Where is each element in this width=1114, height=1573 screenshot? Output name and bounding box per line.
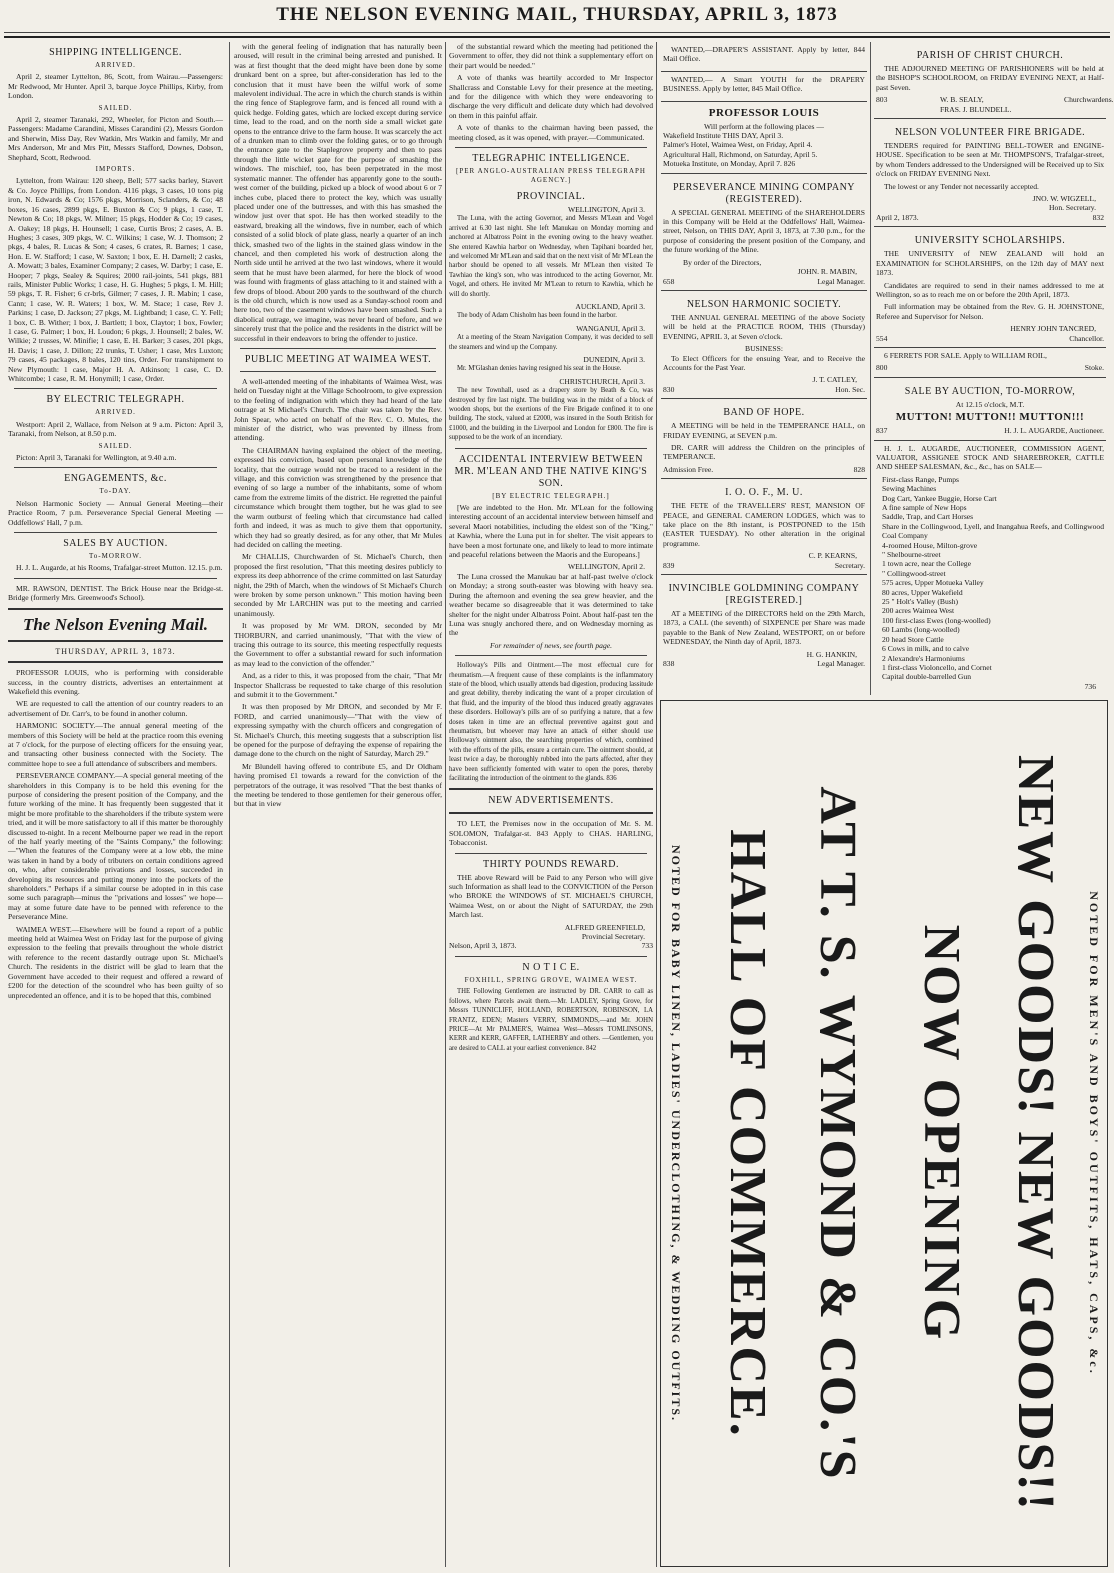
invincible-role: Legal Manager.: [817, 659, 865, 669]
hope-heading: BAND OF HOPE.: [723, 407, 805, 419]
augarde-item: 4-roomed House, Milton-grove: [882, 540, 978, 550]
perseverance-number: 658: [663, 276, 675, 286]
accident-sub: [BY ELECTRIC TELEGRAPH.]: [492, 491, 610, 500]
harmonic-number: 830: [663, 384, 675, 394]
paragraph-perseverance: PERSEVERANCE COMPANY.—A special general meeting of the shareholders in this Company is to be held this evening for the purpose of considering the present position of the Company, and the future working of the mine. It has frequently been suggested that it might be more profitable to the shareholders if the tribute system were tried, and it will be more satisfactory to all if this matter be thoroughly discussed to-night. In a recent Melbourne paper we read in the report of the half yearly meeting of the "Saints Company," the following:—"When the features of the Company were at a low ebb, the mine was taken in hand by a body of tributers on certain conditions agreed on, who, after considerable privations and losses, succeeded in developing its resources and putting money into the pockets of the shareholders." Perhaps if a similar course be adopted in in this case some such paragraph—minus the "privations and losses" we hope—may at some future date have to be penned with reference to the Perseverance Mine.: [8, 771, 223, 922]
fire-role: Hon. Secretary.: [1049, 203, 1096, 213]
university-ad: [874, 227, 1106, 348]
augarde-item: 25 " Holt's Valley (Bush): [882, 597, 959, 607]
sale-ad: [874, 378, 1106, 441]
parish-number: 803: [876, 95, 888, 105]
fire-signature: JNO. W. WIGZELL,: [1032, 194, 1096, 204]
perseverance-order: By order of the Directors,: [683, 257, 762, 267]
perseverance-footer: [663, 277, 865, 286]
column-5: [874, 42, 1114, 692]
fire-heading: NELSON VOLUNTEER FIRE BRIGADE.: [894, 127, 1086, 139]
paragraph-outrage: with the general feeling of indignation that has naturally been aroused, will result in the criminal being arrested and punished. It was at first thought that the deed might have been done by some drunkard bent on a spree, but after-consideration has led to the conclusion that it must have been the wilful work of some malevolent individual. The acre in which the church stands is within the ring fence of Staplegrove farm, and is fenced all round with a quick hedge. Folding gates, which are locked except during service time, lead to the road, and on the north side a small wicket gate opens to the entrance drive to the farm house. It was scarcely the act of a drunken man to climb over the folding gates, or to go through the entrance gate to the Staplegrove property and then to pass through the little wicket gate for the purpose of smashing the windows. The mischief, too, has been perpetrated in the most systematic manner. The offender has apparently gone to the south-west corner of the building, picked up a block of wood about 6 or 7 inches cube, placed there to protect the key, which was usually placed under one of the buttresses, and with this has smashed the window just over that spot. He has then worked steadily to the eastward, breaking all the windows, five in number, each of which consisted of a solid block of plate glass, nearly a quarter of an inch thick, smashed two of the lights in the stained glass window in the chancel, and then completed his work of destruction along the North side until he arrived at the two last windows, where it would seem that he must have been alarmed, for here the block of wood was found with fragments of glass attaching to it and stained with a few drops of blood. About 200 yards to the southward of the church is the old church, which is now used as a Sunday-school room and here too, two of the casement windows have been smashed. Such a diabolical outrage, we imagine, was never heard of before, and we sincerely trust that the police and the residents in the district will be successful in their endeavors to bring the offender to justice.: [234, 42, 442, 343]
wanted-ad-2: [661, 72, 867, 102]
tolet-ad: TO LET, the Premises now in the occupation of Mr. S. M. SOLOMON, Trafalgar-st. 843 Apply to CHAS. HARLING, Tobacconist.: [449, 819, 653, 848]
news-dunedin: Mr. M'Glashan denies having resigned his seat in the House.: [457, 365, 622, 373]
harmonic-business-label: BUSINESS:: [745, 344, 783, 354]
paragraph-blundell: Mr Blundell having offered to contribute £5, and Dr Oldham having promised £1 towards a reward for the conviction of the perpetrators of the outrage, it was resolved "That the best thanks of the meeting be tendered to those gentlemen for their generous offer, but that in view: [234, 761, 442, 809]
augarde-item: 1 first-class Violoncello, and Cornet: [882, 662, 992, 672]
divider: [8, 661, 223, 663]
divider: [455, 655, 647, 656]
uni-number: 554: [876, 333, 888, 343]
news-auckland: The body of Adam Chisholm has been found in the harbor.: [457, 312, 617, 320]
divider: [8, 640, 223, 642]
divider: [14, 532, 217, 533]
notice-heading: N O T I C E.: [522, 961, 580, 973]
invincible-signature: H. G. HANKIN,: [806, 649, 857, 659]
hope-admission: Admission Free.: [663, 464, 714, 474]
reward-text: THE above Reward will be Paid to any Person who will give such Information as shall lead to the CONVICTION of the Person who BROKE the WINDOWS of ST. MICHAEL'S CHURCH, Waimea West, on or about the Night of SATURDAY, the 29th March last.: [449, 872, 653, 920]
paragraph-subscription: It was then proposed by Mr DRON, and seconded by Mr F. FORD, and carried unanimously—"That with the view of expressing sympathy with the church officers and congregation of St. Michael's Church, this meeting suggests that a subscription list be opened for the purpose of defraying the expense of repairing the damage done to the church on the night of Saturday, March 29.": [234, 702, 442, 759]
parish-text: THE ADJOURNED MEETING OF PARISHIONERS will be held at the BISHOP'S SCHOOLROOM, on FRIDAY EVENING NEXT, at Half-past Seven.: [876, 64, 1104, 92]
divider: [240, 348, 436, 349]
reward-signature: ALFRED GREENFIELD,: [564, 922, 645, 932]
uni-footer: [876, 334, 1104, 343]
paragraph-chairman-thanks: A vote of thanks to the chairman having been passed, the meeting closed, as it was opened, with prayer.—Communicated.: [449, 123, 653, 142]
perseverance-role: Legal Manager.: [817, 276, 865, 286]
perseverance-ad: [661, 174, 867, 291]
dateline-wellington-2: WELLINGTON, April 2.: [567, 562, 645, 572]
paragraph-waimea-west: WAIMEA WEST.—Elsewhere will be found a report of a public meeting held at Waimea West on Friday last for the purpose of giving expression to the feeling that prevails throughout the whole district with reference to the recent dastardly outrage upon St. Michael's Church. The residents in the district will be glad to learn that the Government have acceded to their request and offered a reward of £200 for the detection of the scoundrel who has been guilty of so unprecedented an offence, and it is to be hoped that this, combined: [8, 924, 223, 1000]
sailed-text: April 2, steamer Taranaki, 292, Wheeler, for Picton and South.—Passengers: Madame Carandini, Misses Carandini (2), Messrs Gordon and Sherwin, Miss Day, Rev Watkin, Mrs Watkin and family, Mr and Mrs Anderson, Mr and Mrs Pitt, Messrs Stafford, Downes, Dobson, Shephard, Scott, Redwood.: [8, 115, 223, 162]
sailed-label: SAILED.: [98, 103, 133, 112]
invincible-footer: [663, 659, 865, 668]
ioof-number: 839: [663, 560, 675, 570]
wanted-1-text: WANTED,—DRAPER'S ASSISTANT. Apply by letter, 844 Mail Office.: [663, 45, 865, 64]
ioof-ad: [661, 479, 867, 575]
telegraph-sailed-label: SAILED.: [98, 441, 133, 450]
invincible-text: AT a MEETING of the DIRECTORS held on the 29th March, 1873, a CALL (the seventh) of SIXPENCE per Share was made payable to the Bank of New Zealand, WESTPORT, on or before WEDNESDAY, the Ninth day of April, 1873.: [663, 609, 865, 647]
band-of-hope-ad: [661, 399, 867, 479]
augarde-item: 575 acres, Upper Motueka Valley: [882, 578, 984, 588]
augarde-item: 20 head Store Cattle: [882, 634, 944, 644]
louis-intro: Will perform at the following places —: [704, 121, 824, 131]
column-4: [661, 42, 867, 692]
sale-number: 837: [876, 426, 888, 436]
ioof-role: Secretary.: [834, 560, 865, 570]
new-ads-heading: NEW ADVERTISEMENTS.: [488, 795, 614, 807]
foxhill-text: THE Following Gentlemen are instructed by DR. CARR to call as follows, where Parcels await them.—Mr. LADLEY, Spring Grove, for Messrs TUNNICLIFF, HOLLAND, ROBERTSON, ROBINSON, LA FRANTZ, EDEN; Masters VERRY, SIMMONDS,—and Mr. JOHN PRICE—At Mr PALMER'S, Waimea West—Messrs TOMLINSONS, KERR and KERR, GAFFER, LATHERBY and others. —Gentlemen, you are desired to CALL at your earliest convenience. 842: [449, 988, 653, 1052]
hope-number: 828: [853, 464, 865, 474]
ferrets-number: 800: [876, 363, 888, 373]
arrived-label: ARRIVED.: [95, 61, 136, 69]
parish-signatures: [940, 95, 1012, 114]
augarde-item: Dog Cart, Yankee Buggie, Horse Cart: [882, 493, 997, 503]
column-rule: [229, 42, 230, 1567]
divider: [8, 608, 223, 610]
sale-heading: SALE BY AUCTION, TO-MORROW,: [904, 385, 1076, 397]
fire-date: April 2, 1873.: [876, 212, 919, 222]
remainder-note: For remainder of news, see fourth page.: [489, 640, 613, 650]
column-1: [8, 42, 223, 1567]
hope-footer: [663, 465, 865, 474]
column-rule: [656, 42, 657, 1567]
augarde-item: " Shelbourne-street: [882, 550, 941, 560]
dateline-dunedin: DUNEDIN, April 3.: [583, 354, 645, 364]
sale-footer: [876, 426, 1104, 435]
sale-time: At 12.15 o'clock, M.T.: [955, 399, 1025, 409]
harmonic-business-text: To Elect Officers for the ensuing Year, and to Receive the Accounts for the Past Year.: [663, 353, 865, 372]
column-rule: [870, 42, 871, 695]
perseverance-heading: PERSEVERANCE MINING COMPANY (REGISTERED).: [672, 181, 856, 205]
rawson-ad: MR. RAWSON, DENTIST. The Brick House near the Bridge-st. Bridge (formerly Mrs. Greenwood's School).: [8, 583, 223, 603]
accident-heading: ACCIDENTAL INTERVIEW BETWEEN MR. M'LEAN AND THE NATIVE KING'S SON.: [454, 453, 648, 489]
augarde-item: A fine sample of New Hops: [882, 503, 967, 512]
harmonic-role: Hon. Sec.: [835, 384, 865, 394]
provincial-heading: PROVINCIAL.: [516, 190, 586, 202]
dateline: THURSDAY, APRIL 3, 1873.: [55, 646, 176, 656]
paragraph-harmonic: HARMONIC SOCIETY.—The annual general meeting of the members of this Society will be held at the practice room this evening at 7 o'clock, for the purpose of electing officers for the ensuing year, and transacting other business connected with the Society. The committee hope to see a full attendance of subscribers and members.: [8, 721, 223, 768]
accident-intro: [We are indebted to the Hon. Mr. M'Lean for the following interesting account of an accidental interview between himself and several Maori notabilities, including the eldest son of the "King," at Kawhia, where the Luna put in for shelter. The visit appears to have been a most fortunate one, and likely to lead to more intimate and peaceful relations between the Maoris and the Europeans.]: [449, 503, 653, 560]
dateline-auckland: AUCKLAND, April 3.: [575, 301, 645, 311]
perseverance-signature: JOHN. R. MABIN,: [797, 267, 857, 277]
dateline-christchurch: CHRISTCHURCH, April 3.: [559, 376, 645, 386]
augarde-item: Share in the Collingwood, Lyell, and Inangahua Reefs, and Collingwood Coal Company: [882, 521, 1104, 541]
dateline-wanganui: WANGANUI, April 3.: [576, 323, 645, 333]
augarde-number: 736: [1084, 681, 1096, 691]
harmonic-signature: J. T. CATLEY,: [812, 375, 857, 385]
fire-number: 832: [1092, 212, 1104, 222]
augarde-item: 80 acres, Upper Wakefield: [882, 587, 963, 597]
reward-date: Nelson, April 3, 1873.: [449, 941, 517, 951]
arrived-text: April 2, steamer Lyttelton, 86, Scott, from Wairau.—Passengers: Mr Redwood, Mr Hunter. April 3, barque Joyce Phillips, Kirby, from London.: [8, 72, 223, 101]
fire-brigade-ad: [874, 119, 1106, 227]
augarde-item: 2 Alexandre's Harmoniums: [882, 653, 965, 663]
parish-sig-1: W. B. SEALY,: [939, 95, 984, 105]
perseverance-text: A SPECIAL GENERAL MEETING of the SHAREHOLDERS in this Company will be Held at the Oddfellows' Hall, Waimea-street, Nelson, on THIS DAY, April 3, 1873, at 7.30 p.m., for the purpose of considering the present position of the Company, and the future working of the Mine.: [663, 207, 865, 255]
fire-footer: [876, 213, 1104, 222]
accident-body: The Luna crossed the Manukau bar at half-past twelve o'clock on Monday; a strong south-easter was blowing with heavy sea. During the afternoon and evening the sea grew heavier, and the weather became so disagreeable that it was determined to take shelter for the night under Albatross Point. About half-past ten the Luna was snugly anchored there, and on Wednesday morning as the: [449, 571, 653, 638]
imports-label: IMPORTS.: [95, 165, 136, 174]
louis-heading: PROFESSOR LOUIS: [708, 106, 820, 119]
column-3: [449, 42, 653, 1567]
reward-role: Provincial Secretary.: [581, 932, 645, 942]
public-meeting-heading: PUBLIC MEETING AT WAIMEA WEST.: [244, 354, 432, 365]
paragraph-dron: It was proposed by Mr WM. DRON, seconded by Mr THORBURN, and carried unanimously, "That with the view of tracing this outrage to its source, this meeting respectfully requests the Government to offer a substantial reward for such information as may lead to the conviction of the offender.": [234, 621, 442, 668]
uni-text-3: Full information may be obtained from the Rev. G. H. JOHNSTONE, Referee and Supervisor for Nelson.: [876, 302, 1104, 321]
divider: [455, 853, 647, 854]
hope-text: A MEETING will be held in the TEMPERANCE HALL, on FRIDAY EVENING, at SEVEN p.m.: [663, 421, 865, 440]
uni-role: Chancellor.: [1069, 333, 1104, 343]
harmonic-text: THE ANNUAL GENERAL MEETING of the above Society will be held at the PRACTICE ROOM, THIS (Thursday) EVENING, APRIL 3, at Seven o'clock.: [663, 312, 865, 341]
paragraph-louis: PROFESSOR LOUIS, who is performing with considerable success, in the country districts, advertises an entertainment at Wakefield this evening.: [8, 668, 223, 696]
ioof-heading: I. O. O. F., M. U.: [725, 487, 803, 499]
wymond-line-1: NOTED FOR MEN'S AND BOYS' OUTFITS, HATS, CAPS, &c.: [1087, 891, 1101, 1376]
divider: [455, 147, 647, 148]
sales-tomorrow: To-MORROW.: [88, 552, 142, 561]
parish-heading: PARISH OF CHRIST CHURCH.: [916, 50, 1064, 61]
augarde-item: 1 town acre, near the College: [882, 559, 971, 569]
louis-line: Palmer's Hotel, Waimea West, on Friday, April 4.: [663, 140, 813, 150]
wymond-line-4: AT T. S. WYMOND & CO.'S: [809, 786, 866, 1481]
sale-mutton: MUTTON! MUTTON!! MUTTON!!!: [895, 411, 1085, 424]
paper-title: The Nelson Evening Mail.: [22, 614, 209, 634]
paragraph-meeting: A well-attended meeting of the inhabitants of Waimea West, was held on Tuesday night at the Village Schoolroom, to give expression to the feeling of indignation with which they had heard of the late outrage at St Michael's Church. The chair was taken by the Rev. John Spear, who acted on behalf of the Rev. C. O. Mules, the minister of the district, who was prevented by illness from attending.: [234, 377, 442, 443]
ioof-footer: [663, 561, 865, 570]
harmonic-heading: NELSON HARMONIC SOCIETY.: [686, 298, 842, 310]
reward-heading: THIRTY POUNDS REWARD.: [483, 858, 619, 870]
divider: [14, 578, 217, 579]
telegraph-sailed-text: Picton: April 3, Taranaki for Wellington, at 9.40 a.m.: [16, 453, 177, 463]
divider: [449, 812, 653, 814]
augarde-ad: [874, 441, 1106, 695]
augarde-item: Capital double-barrelled Gun: [882, 672, 971, 682]
uni-text-2: Candidates are required to send in their names addressed to me at Wellington, so as to reach me on or before the 20th April, 1873.: [876, 280, 1104, 299]
paragraph-carr: WE are requested to call the attention of our country readers to an advertisement of Dr. Carr's, to be found in another column.: [8, 699, 223, 718]
parish-footer: [876, 95, 1114, 114]
uni-heading: UNIVERSITY SCHOLARSHIPS.: [914, 235, 1066, 247]
sales-heading: SALES BY AUCTION.: [63, 538, 168, 550]
ferrets-place: Stoke.: [1084, 363, 1104, 373]
parish-sig-2: FRAS. J. BLUNDELL.: [939, 104, 1012, 114]
uni-text: THE UNIVERSITY of NEW ZEALAND will hold an EXAMINATION for SCHOLARSHIPS, on the 12th day of MAY next 1873.: [876, 249, 1104, 278]
wanted-ad-1: [661, 42, 867, 72]
column-rule: [445, 42, 446, 1567]
imports-text: Lyttelton, from Wairau: 120 sheep, Bell; 577 sacks barley, Stavert & Co. Joyce Phillips, from London. 4116 pkgs, 3 cases, 10 tons pig iron, N. Edwards & Co; 1576 pkgs, Morrison, Sclanders, & Co; 48 boxes, 16 cases, 2899 pkgs, E. Buxton & Co; 9 pkgs, 1 case, T. Newton & Co; 18 pkgs, W. Milner; 15 pkgs, Hodder & Co; 19 cases, A. Oakey; 18 pkgs, H. Hounsell; 1 case, Curtis Bros; 2 cases, A. B. Hughes; 3 cases, 309 pkgs, W. C. Wilkins; 1 case, W. J. Thomson; 2 pkgs, 4 bales, R. Lucas & Son; 4 cases, 6 crates, R. Barnes; 1 case, Hon. E. W. Stafford; 1 case, W. Saxton; 1 box, E. H. Darnell; 2 casks, A. Mowatt; 3 bales, Examiner Company; 2 cases, W. Darby; 1 case, E. Hooper; 7 pkgs, Sealey & Squires; 2000 rail-joints, 541 pkgs, 881 rails, Minister Public Works; 1 case, H. G. Hughes; 5 pkgs, I. M. Hill; 59 pkgs, T. R. Fisher; 6 cr-brls, Gilmer; 7 cases, J. R. Mabin; 1 case, Cann; 1 case, W. R. Waters; 1 box, W. M. Stace; 1 case, Rev J. Parkins; 1 case, D. Jackson; 27 pkgs, M. Lightband; 1 case, C. Y. Fell; 1 box, C. B. Wither; 1 box, J. Bartlett; 1 box, Claytor; 1 box, Fowler; 1 case, G. Palmer; 1 box, H. Loudon; 6 pkgs, J. Hounsell; 2 bales, W. Wilkie; 2 trusses, W. Minifie; 1 case, E. H. Barker; 3 cases, 201 pkgs, H. Davis; 1 case, J. Dillon; 22 trunks, T. Usher; 1 case, Mrs Luxton; 79 cases, 45 packages, 8 bales, 120 tins, Order. For transhipment to New Plymouth: 1 case, Major H. A. Atkinson; 1 case, C. D. Whitcombe; 1 case, R. M. Honymill; 1 case, Order.: [8, 176, 223, 383]
masthead: [0, 4, 1114, 34]
hope-text-2: DR. CARR will address the Children on the principles of TEMPERANCE.: [663, 442, 865, 462]
fire-text: TENDERS required for PAINTING BELL-TOWER and ENGINE-HOUSE. Specification to be seen at Mr. THOMPSON'S, Trafalgar-street, by whom Tenders addressed to the Undersigned will be Received up to Six o'clock on FRIDAY EVENING Next.: [876, 141, 1104, 179]
louis-line: Motueka Institute, on Monday, April 7. 826: [663, 159, 796, 169]
paragraph-chairman: The CHAIRMAN having explained the object of the meeting, expressed his conviction, based upon personal knowledge of the locality, that the outrage would not be traced to a resident in the village, and this conviction was strengthened by the presence that evening of so large a number of the inhabitants, some of whom came from the extreme limits of the district. He regretted the painful circumstance which brought them togther, but he was glad to see the warm outburst of feeling which that circumstance had called forth and indeed, it was as much to give them that opportunity, which they had so greatly desired, as for any other, that Mr Mules had decided on calling the meeting.: [234, 445, 442, 549]
augarde-item: " Collingwood-street: [882, 568, 946, 578]
masthead-rule: [4, 32, 1110, 38]
fire-text-2: The lowest or any Tender not necessarily accepted.: [884, 181, 1039, 191]
divider: [240, 371, 436, 372]
harmonic-footer: [663, 385, 865, 394]
augarde-text: H. J. L. AUGARDE, AUCTIONEER, COMMISSION AGENT, VALUATOR, ASSIGNEE STOCK AND SHAREBROKER, CATTLE AND SHEEP SALESMAN, &c., &c., has on SALE—: [876, 443, 1104, 472]
engagements-text: Nelson Harmonic Society — Annual General Meeting—their Practice Room, 7 p.m. Perseverance Special General Meeting — Oddfellows' Hall, 7 p.m.: [8, 498, 223, 527]
ioof-text: THE FETE of the TRAVELLERS' REST, MANSION OF PEACE, and GENERAL CAMERON LODGES, which was to take place on the 8th instant, is POSTPONED to the 15th (EASTER TUESDAY). No other alteration in the original programme.: [663, 501, 865, 548]
telegraphic-sub: [PER ANGLO-AUSTRALIAN PRESS TELEGRAPH AGENCY.]: [456, 167, 646, 185]
parish-role: Churchwardens.: [1064, 95, 1114, 105]
ferrets-text: 6 FERRETS FOR SALE. Apply to WILLIAM ROIL,: [884, 350, 1047, 360]
invincible-number: 838: [663, 659, 675, 669]
augarde-list: [876, 475, 1104, 682]
louis-line: Agricultural Hall, Richmond, on Saturday, April 5.: [663, 149, 818, 159]
divider: [14, 467, 217, 468]
masthead-title: THE NELSON EVENING MAIL, THURSDAY, APRIL 3, 1873: [276, 4, 838, 25]
holloway-ad: Holloway's Pills and Ointment.—The most effectual cure for rheumatism.—A frequent cause of these complaints is the inflammatory state of the blood, which usually attends bad digestion, producing lassitude and great debility, thereby indicating the want of a proper circulation of that fluid, and the impurity of the blood thus induced greatly aggravates these disorders. Holloway's pills are of so purifying a nature, that a few doses taken in time are an effectual preventive against gout and rheumatism, but whoever may have an attack of either should use Holloway's ointment also, the searching properties of which, combined with the efforts of the pills, ensure a certain cure. The ointment should, at least twice a day, be thoroughly rubbed into the parts affected, after they have been sufficiently fomented with water to open the pores, thereby facilitating the introduction of the ointment to the glands. 836: [449, 662, 653, 782]
news-christchurch: The new Townhall, used as a drapery store by Beath & Co, was destroyed by fire last night. The building was in the midst of a block of wooden shops, but the exertions of the Fire Brigade confined it to one building. The stock, valued at £2000, was insured in the South British for £1000, and the building in the Liverpool and London for £800. The fire is supposed to be the work of an incendiary.: [449, 387, 653, 442]
divider: [449, 788, 653, 790]
dateline-wellington: WELLINGTON, April 3.: [567, 204, 645, 214]
divider: [14, 388, 217, 389]
wymond-advertisement: [660, 700, 1108, 1567]
ferrets-ad: [874, 348, 1106, 378]
uni-signature: HENRY JOHN TANCRED,: [1010, 324, 1096, 334]
ioof-signature: C. P. KEARNS,: [808, 551, 857, 561]
wymond-line-6: NOTED FOR BABY LINEN, LADIES' UNDERCLOTHING, & WEDDING OUTFITS.: [669, 844, 683, 1423]
telegraph-arrived-text: Westport: April 2, Wallace, from Nelson at 9 a.m. Picton: April 3, Taranaki, from Nelson, at 8.50 p.m.: [8, 419, 223, 439]
ferrets-footer: [876, 363, 1104, 372]
shipping-heading: SHIPPING INTELLIGENCE.: [49, 47, 182, 58]
wanted-2-text: WANTED,— A Smart YOUTH for the DRAPERY BUSINESS. Apply by letter, 845 Mail Office.: [663, 74, 865, 94]
invincible-heading: INVINCIBLE GOLDMINING COMPANY [REGISTERED.]: [668, 583, 860, 607]
reward-footer: [449, 941, 653, 950]
foxhill-heading: FOXHILL, SPRING GROVE, WAIMEA WEST.: [464, 975, 638, 984]
louis-ad: [661, 102, 867, 174]
paragraph-rider: And, as a rider to this, it was proposed from the chair, "That Mr Inspector Shallcrass be requested to take charge of this resolution and submit it to the Government.": [234, 671, 442, 699]
column-2: [234, 42, 442, 1567]
divider: [455, 956, 647, 957]
wymond-ad-inner: [661, 701, 1107, 1566]
news-wanganui: At a meeting of the Steam Navigation Company, it was decided to sell the steamers and wind up the Company.: [449, 334, 653, 351]
telegraph-heading: BY ELECTRIC TELEGRAPH.: [46, 394, 185, 406]
wymond-line-5: HALL OF COMMERCE.: [719, 829, 776, 1438]
sales-text: H. J. L. Augarde, at his Rooms, Trafalgar-street Mutton. 12.15. p.m.: [16, 563, 223, 573]
augarde-item: Saddle, Trap, and Cart Horses: [882, 512, 974, 522]
news-wellington: The Luna, with the acting Governor, and Messrs M'Lean and Vogel arrived at 6.30 last night. She left Manukau on Monday morning and anchored at Albatross Point in the evening owing to the heavy weather. She entered Kawhia harbor on Wednesday, when Tapihani boarded her, and welcomed Mr M'Lean and said that on the next visit of Mr M'Lean the harbor should be opened to all vessels. Mr M'Lean then visited Te Tawhiao the king's son, who was introduced to the acting Governor, Mr. Vogel, and others. He invited Mr M'Lean to return to Kawhia, which he will do shortly.: [449, 215, 653, 298]
reward-number: 733: [641, 941, 653, 951]
wymond-line-3: NOW OPENING: [913, 924, 970, 1343]
engagements-today: To-DAY.: [99, 487, 132, 496]
telegraphic-heading: TELEGRAPHIC INTELLIGENCE.: [472, 153, 630, 165]
paragraph-vote-thanks: A vote of thanks was heartily accorded to Mr Inspector Shallcrass and Constable Levy for their presence at the meeting, and for the diligence with which they were endeavoring to discharge the very difficult and delicate duty which had devolved on them in this painful affair.: [449, 73, 653, 120]
invincible-ad: [661, 575, 867, 672]
augarde-item: 6 Cows in milk, and to calve: [882, 644, 970, 654]
augarde-item: 100 first-class Ewes (long-woolled): [882, 615, 991, 625]
sale-signature: H. J. L. AUGARDE, Auctioneer.: [1004, 426, 1104, 436]
harmonic-ad: [661, 291, 867, 399]
telegraph-arrived-label: ARRIVED.: [95, 408, 136, 417]
paragraph-reward-effort: of the substantial reward which the meeting had petitioned the Government to offer, they did not think a supplementary effort on their part would be needed.": [449, 42, 653, 70]
augarde-item: 60 Lambs (long-woolled): [882, 625, 960, 635]
engagements-heading: ENGAGEMENTS, &c.: [64, 473, 167, 485]
divider: [455, 448, 647, 449]
augarde-item: First-class Range, Pumps: [882, 474, 959, 484]
paragraph-challis: Mr CHALLIS, Churchwarden of St. Michael's Church, then proposed the first resolution, "That this meeting desires publicly to express its deep abhorrence of the crime committed on last Saturday night, the 29th of March, when the windows of St Michael's Church were broken by some person unknown." This motion having been seconded by Mr LARCHIN was put to the meeting and carried unanimously.: [234, 552, 442, 618]
augarde-item: Sewing Machines: [882, 484, 937, 494]
wymond-line-2: NEW GOODS! NEW GOODS!!: [1007, 754, 1064, 1513]
augarde-item: 200 acres Waimea West: [882, 606, 955, 616]
louis-line: Wakefield Institute THIS DAY, April 3.: [663, 131, 784, 141]
parish-ad: [874, 42, 1114, 119]
